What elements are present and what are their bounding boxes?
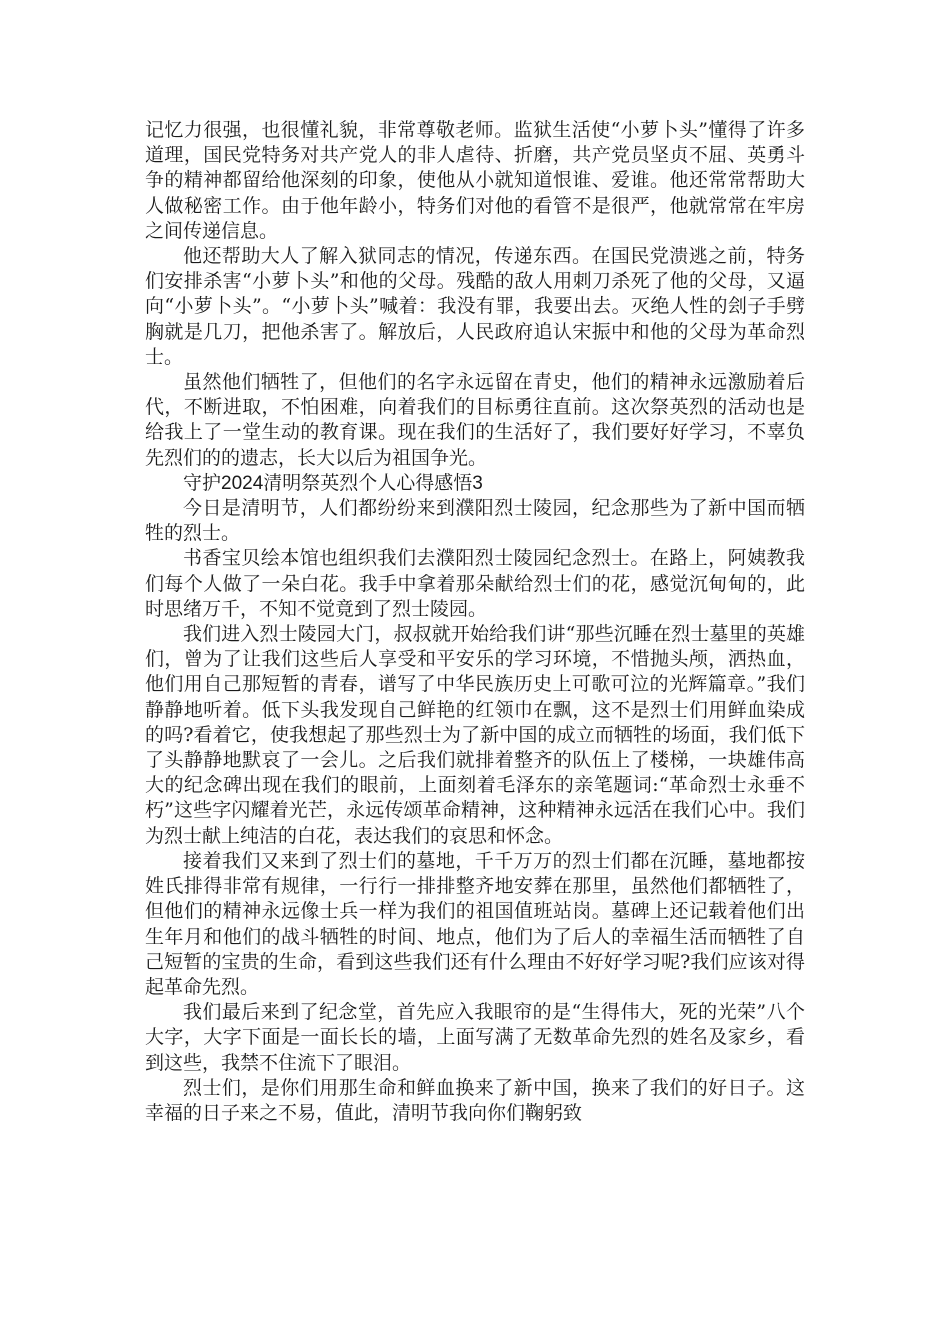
body-paragraph: 我们最后来到了纪念堂，首先应入我眼帘的是“生得伟大，死的光荣”八个大字，大字下面是一面长长的墙，上面写满了无数革命先烈的姓名及家乡，看到这些，我禁不住流下了眼泪。 <box>145 1001 805 1074</box>
document-page <box>145 118 805 1126</box>
body-paragraph: 书香宝贝绘本馆也组织我们去濮阳烈士陵园纪念烈士。在路上，阿姨教我们每个人做了一朵白花。我手中拿着那朵献给烈士们的花，感觉沉甸甸的，此时思绪万千，不知不觉竟到了烈士陵园。 <box>145 547 805 620</box>
body-paragraph: 烈士们，是你们用那生命和鲜血换来了新中国，换来了我们的好日子。这幸福的日子来之不易，值此，清明节我向你们鞠躬致 <box>145 1076 805 1124</box>
body-paragraph: 记忆力很强，也很懂礼貌，非常尊敬老师。监狱生活使“小萝卜头”懂得了许多道理，国民党特务对共产党人的非人虐待、折磨，共产党员坚贞不屈、英勇斗争的精神都留给他深刻的印象，使他从小就知道恨谁、爱谁。他还常常帮助大人做秘密工作。由于他年龄小，特务们对他的看管不是很严，他就常常在牢房之间传递信息。 <box>145 119 805 242</box>
body-paragraph: 今日是清明节，人们都纷纷来到濮阳烈士陵园，纪念那些为了新中国而牺牲的烈士。 <box>145 497 805 545</box>
body-paragraph: 虽然他们牺牲了，但他们的名字永远留在青史，他们的精神永远激励着后代，不断进取，不怕困难，向着我们的目标勇往直前。这次祭英烈的活动也是给我上了一堂生动的教育课。现在我们的生活好了，我们要好好学习，不辜负先烈们的的遗志，长大以后为祖国争光。 <box>145 371 805 469</box>
body-paragraph: 我们进入烈士陵园大门，叔叔就开始给我们讲“那些沉睡在烈士墓里的英雄们，曾为了让我们这些后人享受和平安乐的学习环境，不惜抛头颅，洒热血，他们用自己那短暂的青春，谱写了中华民族历史上可歌可泣的光辉篇章。”我们静静地听着。低下头我发现自己鲜艳的红领巾在飘，这不是烈士们用鲜血染成的吗?看着它，使我想起了那些烈士为了新中国的成立而牺牲的场面，我们低下了头静静地默哀了一会儿。之后我们就排着整齐的队伍上了楼梯，一块雄伟高大的纪念碑出现在我们的眼前，上面刻着毛泽东的亲笔题词:“革命烈士永垂不朽”这些字闪耀着光芒，永远传颂革命精神，这种精神永远活在我们心中。我们为烈士献上纯洁的白花，表达我们的哀思和怀念。 <box>145 623 805 847</box>
body-paragraph: 他还帮助大人了解入狱同志的情况，传递东西。在国民党溃逃之前，特务们安排杀害“小萝卜头”和他的父母。残酷的敌人用刺刀杀死了他的父母，又逼向“小萝卜头”。“小萝卜头”喊着：我没有罪，我要出去。灭绝人性的刽子手劈胸就是几刀，把他杀害了。解放后，人民政府追认宋振中和他的父母为革命烈士。 <box>145 245 805 368</box>
body-paragraph: 接着我们又来到了烈士们的墓地，千千万万的烈士们都在沉睡，墓地都按姓氏排得非常有规律，一行行一排排整齐地安葬在那里，虽然他们都牺牲了，但他们的精神永远像士兵一样为我们的祖国值班站岗。墓碑上还记载着他们出生年月和他们的战斗牺牲的时间、地点，他们为了后人的幸福生活而牺牲了自己短暂的宝贵的生命，看到这些我们还有什么理由不好好学习呢?我们应该对得起革命先烈。 <box>145 849 805 998</box>
section-heading: 守护2024清明祭英烈个人心得感悟3 <box>183 472 483 494</box>
